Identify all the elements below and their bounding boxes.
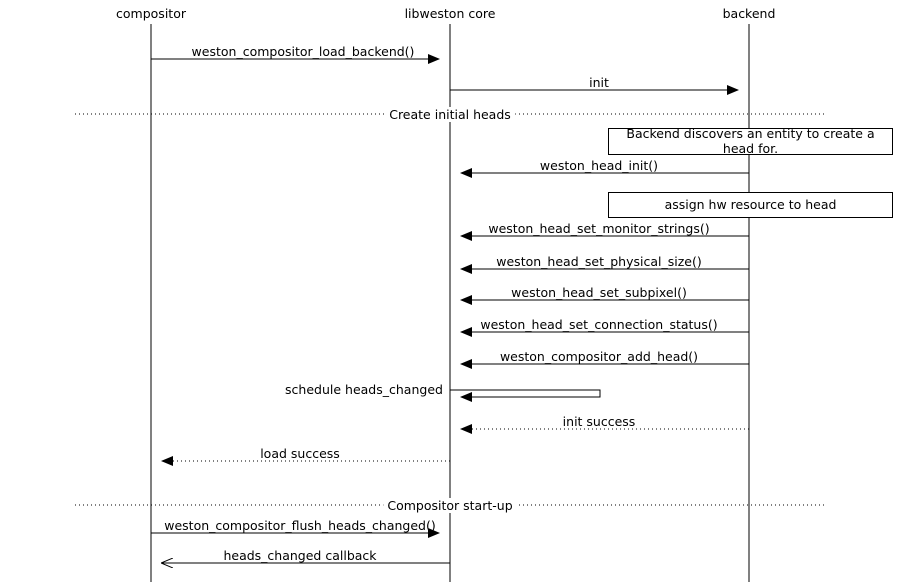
message-label-heads-changed-callback: heads_changed callback xyxy=(223,548,377,563)
message-label-add-head: weston_compositor_add_head() xyxy=(499,349,699,364)
separator-label-compositor-start-up: Compositor start-up xyxy=(383,498,516,513)
note-backend-discovers-entity: Backend discovers an entity to create a head for. xyxy=(608,128,893,155)
actor-label-libweston-core: libweston core xyxy=(404,6,496,21)
message-label-load-success: load success xyxy=(260,446,340,461)
message-label-head-init: weston_head_init() xyxy=(539,158,659,173)
separator-label-create-initial-heads: Create initial heads xyxy=(385,107,515,122)
message-label-set-subpixel: weston_head_set_subpixel() xyxy=(511,285,687,300)
message-label-load-backend: weston_compositor_load_backend() xyxy=(191,44,415,59)
message-label-init: init xyxy=(589,75,609,90)
message-label-set-monitor-strings: weston_head_set_monitor_strings() xyxy=(488,221,710,236)
note-assign-hw-resource: assign hw resource to head xyxy=(608,192,893,218)
message-label-schedule-heads-changed: schedule heads_changed xyxy=(285,382,443,397)
actor-label-compositor: compositor xyxy=(116,6,186,21)
message-label-set-connection-status: weston_head_set_connection_status() xyxy=(480,317,718,332)
actor-label-backend: backend xyxy=(722,6,776,21)
message-label-init-success: init success xyxy=(562,414,636,429)
message-label-flush-heads-changed: weston_compositor_flush_heads_changed() xyxy=(164,518,436,533)
message-label-set-physical-size: weston_head_set_physical_size() xyxy=(496,254,702,269)
